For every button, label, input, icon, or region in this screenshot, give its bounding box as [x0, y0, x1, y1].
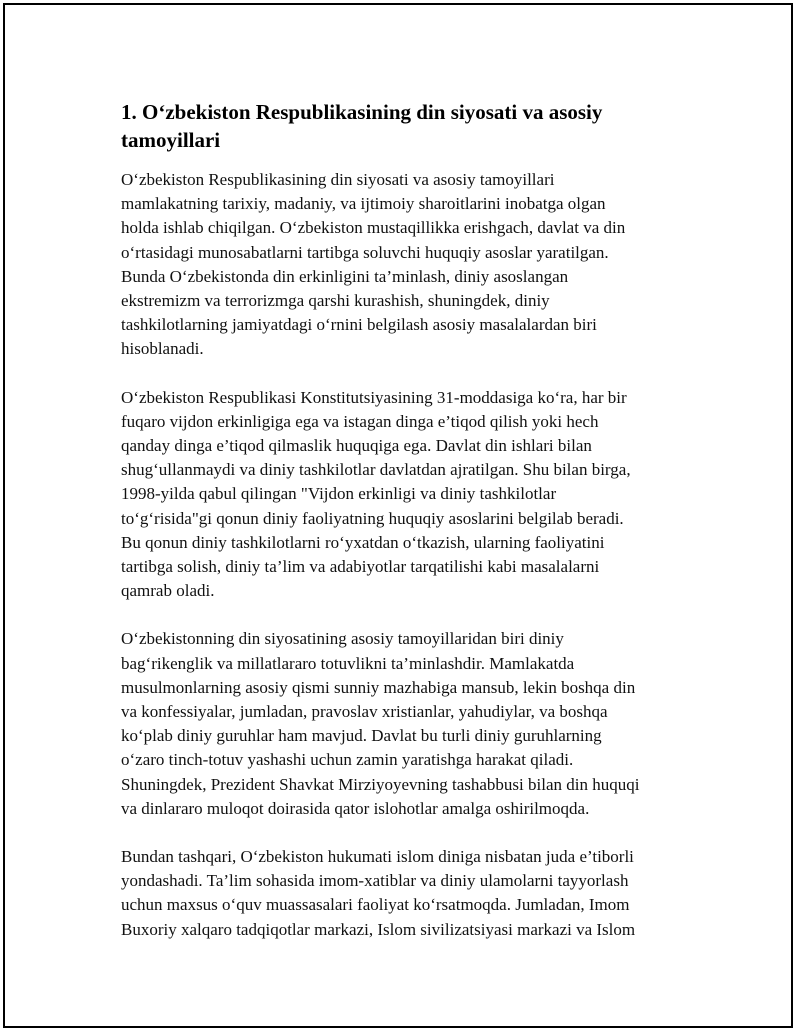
text-line: va dinlararo muloqot doirasida qator islohotlar amalga oshirilmoqda.	[121, 798, 590, 818]
text-line: ekstremizm va terrorizmga qarshi kurashish, shuningdek, diniy	[121, 291, 550, 311]
text-line: tartibga solish, diniy ta’lim va adabiyotlar tarqatilishi kabi masalalarni	[121, 557, 600, 577]
section-heading	[121, 98, 641, 154]
document-content	[121, 98, 701, 966]
text-line: 1998-yilda qabul qilingan "Vijdon erkinligi va diniy tashkilotlar	[121, 484, 557, 504]
paragraph-4	[121, 845, 701, 942]
paragraph-1	[121, 168, 701, 362]
text-line: to‘g‘risida"gi qonun diniy faoliyatning huquqiy asoslarini belgilab beradi.	[121, 508, 624, 528]
text-line: Buxoriy xalqaro tadqiqotlar markazi, Islom sivilizatsiyasi markazi va Islom	[121, 919, 636, 939]
text-line: mamlakatning tarixiy, madaniy, va ijtimoiy sharoitlarini inobatga olgan	[121, 194, 606, 214]
heading-line: 1. O‘zbekiston Respublikasining din siyosati va asosiy	[121, 100, 603, 124]
text-line: ko‘plab diniy guruhlar ham mavjud. Davlat bu turli diniy guruhlarning	[121, 726, 602, 746]
text-line: hisoblanadi.	[121, 339, 204, 359]
text-line: O‘zbekiston Respublikasining din siyosati va asosiy tamoyillari	[121, 170, 555, 189]
text-line: qanday dinga e’tiqod qilmaslik huquqiga ega. Davlat din ishlari bilan	[121, 436, 592, 456]
text-line: Bunda O‘zbekistonda din erkinligini ta’minlash, diniy asoslangan	[121, 266, 569, 286]
paragraph-3	[121, 627, 701, 821]
text-line: Shuningdek, Prezident Shavkat Mirziyoyevning tashabbusi bilan din huquqi	[121, 774, 640, 794]
text-line: tashkilotlarning jamiyatdagi o‘rnini belgilash asosiy masalalardan biri	[121, 315, 597, 335]
text-line: qamrab oladi.	[121, 581, 215, 601]
text-line: fuqaro vijdon erkinligiga ega va istagan dinga e’tiqod qilish yoki hech	[121, 411, 599, 431]
text-line: o‘rtasidagi munosabatlarni tartibga soluvchi huquqiy asoslar yaratilgan.	[121, 242, 609, 262]
heading-line: tamoyillari	[121, 128, 221, 152]
paragraph-2	[121, 386, 701, 604]
text-line: holda ishlab chiqilgan. O‘zbekiston mustaqillikka erishgach, davlat va din	[121, 218, 626, 238]
text-line: musulmonlarning asosiy qismi sunniy mazhabiga mansub, lekin boshqa din	[121, 677, 636, 697]
text-line: uchun maxsus o‘quv muassasalari faoliyat ko‘rsatmoqda. Jumladan, Imom	[121, 895, 630, 915]
text-line: shug‘ullanmaydi va diniy tashkilotlar davlatdan ajratilgan. Shu bilan birga,	[121, 460, 631, 480]
text-line: O‘zbekiston Respublikasi Konstitutsiyasining 31-moddasiga ko‘ra, har bir	[121, 387, 627, 407]
text-line: va konfessiyalar, jumladan, pravoslav xristianlar, yahudiylar, va boshqa	[121, 702, 608, 722]
text-line: yondashadi. Ta’lim sohasida imom-xatiblar va diniy ulamolarni tayyorlash	[121, 871, 629, 891]
text-line: Bu qonun diniy tashkilotlarni ro‘yxatdan o‘tkazish, ularning faoliyatini	[121, 532, 605, 552]
page-frame	[3, 3, 793, 1028]
text-line: o‘zaro tinch-totuv yashashi uchun zamin yaratishga harakat qiladi.	[121, 750, 574, 770]
text-line: O‘zbekistonning din siyosatining asosiy tamoyillaridan biri diniy	[121, 629, 564, 649]
text-line: bag‘rikenglik va millatlararo totuvlikni ta’minlashdir. Mamlakatda	[121, 653, 575, 673]
text-line: Bundan tashqari, O‘zbekiston hukumati islom diniga nisbatan juda e’tiborli	[121, 847, 634, 867]
